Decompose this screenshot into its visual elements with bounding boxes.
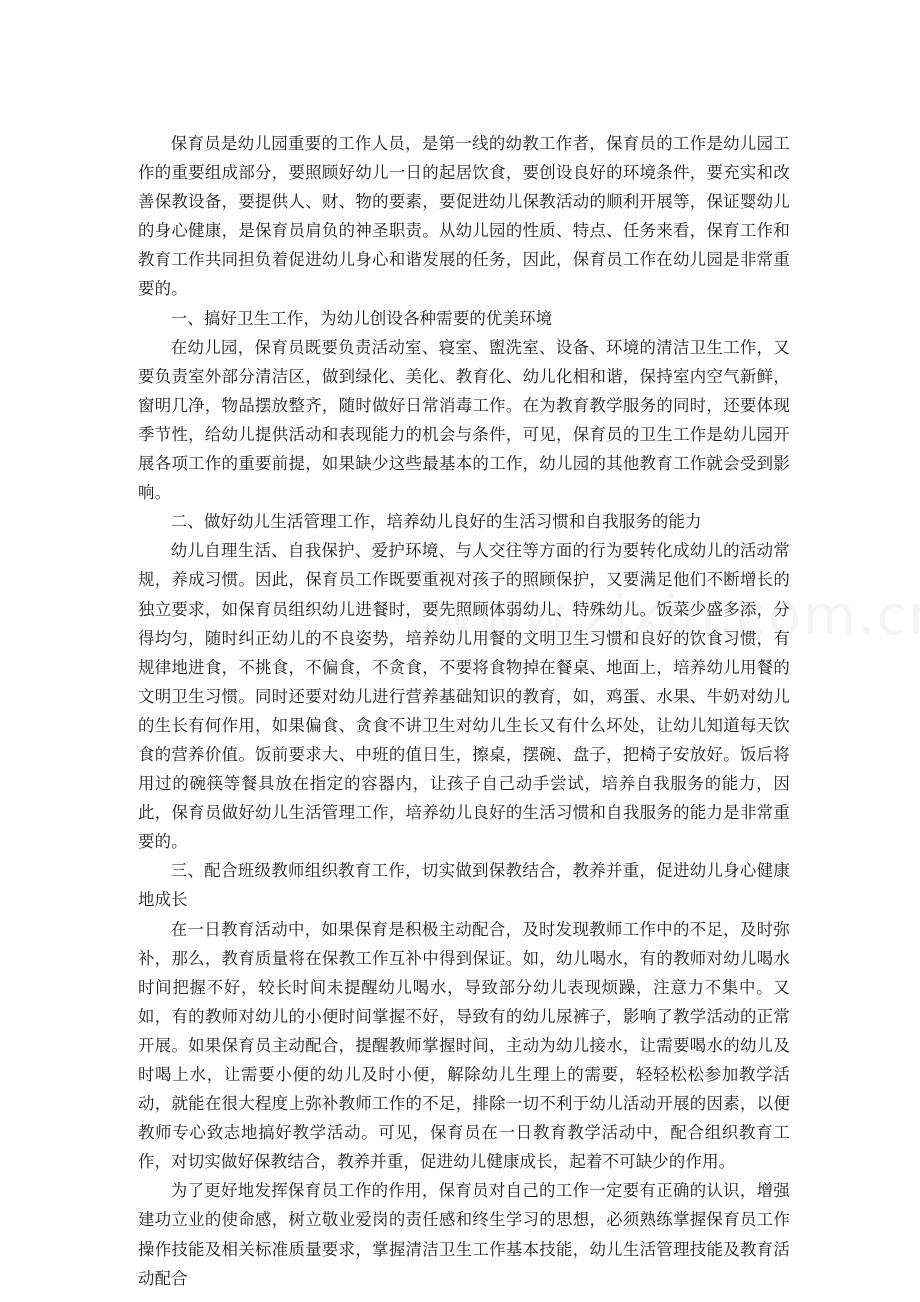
document-body bbox=[138, 129, 790, 1293]
section-heading-1: 一、搞好卫生工作，为幼儿创设各种需要的优美环境 bbox=[170, 308, 553, 328]
section-heading-2: 二、做好幼儿生活管理工作，培养幼儿良好的生活习惯和自我服务的能力 bbox=[170, 512, 702, 532]
section-2-paragraph: 幼儿自理生活、自我保护、爱护环境、与人交往等方面的行为要转化成幼儿的活动常规，养成习惯。因此，保育员工作既要重视对孩子的照顾保护，又要满足他们不断增长的独立要求，如保育员组织幼儿进餐时，要先照顾体弱幼儿、特殊幼儿。饭菜少盛多添，分得均匀，随时纠正幼儿的不良姿势，培养幼儿用餐的文明卫生习惯和良好的饮食习惯，有规律地进食，不挑食，不偏食，不贪食，不要将食物掉在餐桌、地面上，培养幼儿用餐的文明卫生习惯。同时还要对幼儿进行营养基础知识的教育，如，鸡蛋、水果、牛奶对幼儿的生长有何作用，如果偏食、贪食不讲卫生对幼儿生长又有什么坏处，让幼儿知道每天饮食的营养价值。饭前要求大、中班的值日生，擦桌，摆碗、盘子，把椅子安放好。饭后将用过的碗筷等餐具放在指定的容器内，让孩子自己动手尝试，培养自我服务的能力，因此，保育员做好幼儿生活管理工作，培养幼儿良好的生活习惯和自我服务的能力是非常重要的。 bbox=[138, 541, 790, 852]
section-3-paragraph: 在一日教育活动中，如果保育是积极主动配合，及时发现教师工作中的不足，及时弥补，那么，教育质量将在保教工作互补中得到保证。如，幼儿喝水，有的教师对幼儿喝水时间把握不好，较长时间未提醒幼儿喝水，导致部分幼儿表现烦躁，注意力不集中。又如，有的教师对幼儿的小便时间掌握不好，导致有的幼儿尿裤子，影响了教学活动的正常开展。如果保育员主动配合，提醒教师掌握时间，主动为幼儿接水，让需要喝水的幼儿及时喝上水，让需要小便的幼儿及时小便，解除幼儿生理上的需要，轻轻松松参加教学活动，就能在很大程度上弥补教师工作的不足，排除一切不利于幼儿活动开展的因素，以便教师专心致志地搞好教学活动。可见，保育员在一日教育教学活动中，配合组织教育工作，对切实做好保教结合，教养并重，促进幼儿健康成长，起着不可缺少的作用。 bbox=[138, 919, 790, 1172]
closing-paragraph: 为了更好地发挥保育员工作的作用，保育员对自己的工作一定要有正确的认识，增强建功立业的使命感，树立敬业爱岗的责任感和终生学习的思想，必须熟练掌握保育员工作操作技能及相关标准质量要求，掌握清洁卫生工作基本技能，幼儿生活管理技能及教育活动配合 bbox=[138, 1181, 790, 1288]
section-heading-3: 三、配合班级教师组织教育工作，切实做到保教结合，教养并重，促进幼儿身心健康地成长 bbox=[138, 861, 790, 910]
section-1-paragraph: 在幼儿园，保育员既要负责活动室、寝室、盥洗室、设备、环境的清洁卫生工作，又要负责室外部分清洁区，做到绿化、美化、教育化、幼儿化相和谐，保持室内空气新鲜，窗明几净，物品摆放整齐，随时做好日常消毒工作。在为教育教学服务的同时，还要体现季节性，给幼儿提供活动和表现能力的机会与条件，可见，保育员的卫生工作是幼儿园开展各项工作的重要前提，如果缺少这些最基本的工作，幼儿园的其他教育工作就会受到影响。 bbox=[138, 337, 790, 503]
intro-paragraph: 保育员是幼儿园重要的工作人员，是第一线的幼教工作者，保育员的工作是幼儿园工作的重要组成部分，要照顾好幼儿一日的起居饮食，要创设良好的环境条件，要充实和改善保教设备，要提供人、财、物的要素，要促进幼儿保教活动的顺利开展等，保证婴幼儿的身心健康，是保育员肩负的神圣职责。从幼儿园的性质、特点、任务来看，保育工作和教育工作共同担负着促进幼儿身心和谐发展的任务，因此，保育员工作在幼儿园是非常重要的。 bbox=[138, 134, 790, 299]
